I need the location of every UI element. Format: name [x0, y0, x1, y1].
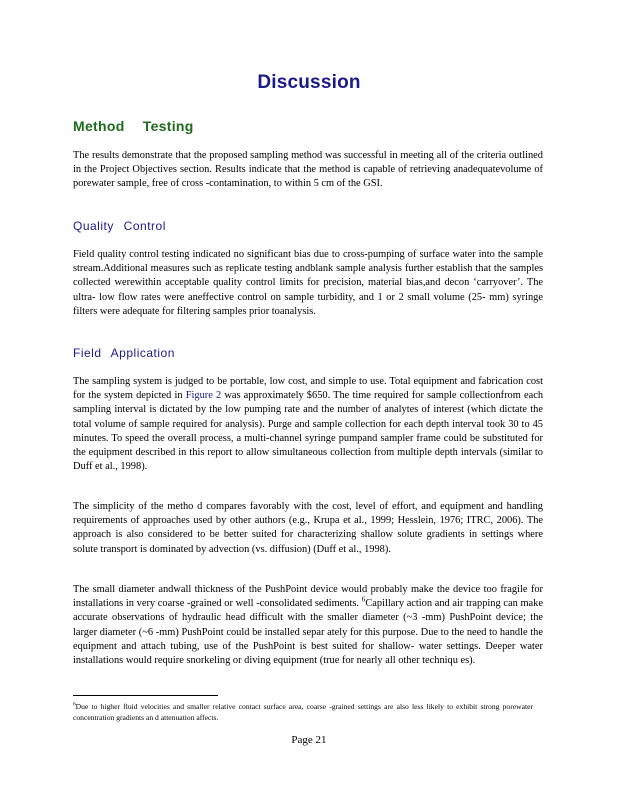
- page-number: Page 21: [291, 734, 327, 746]
- section-heading-method-testing: Method Testing: [73, 118, 194, 134]
- paragraph-quality-control: Field quality control testing indicated no significant bias due to cross-pumping of surface water into the sample stream.Additional measures such as replicate testing andblank sample analysis further establish that the samples collected werewithin acceptable quality control limits for precision, material bias,and decon ‘carryover’. The ultra- low flow rates were aneffective control on sample turbidity, and 1 or 2 small volume (25- mm) syringe filters were adequate for filtering samples prior toanalysis.: [73, 249, 543, 317]
- paragraph-text: The small diameter andwall thickness of the PushPoint device would probably make the device too fragile for installations in very coarse -grained or well -consolidated sediments.: [73, 584, 543, 610]
- paragraph-field-application-1: [73, 375, 543, 474]
- figure-2-link[interactable]: Figure 2: [185, 390, 222, 402]
- paragraph-text: The sampling system is judged to be portable, low cost, and simple to use. Total equipment and fabrication cost for the system depicted in: [73, 376, 543, 402]
- paragraph-field-application-2: The simplicity of the metho d compares favorably with the cost, level of effort, and equipment and handling requirements of approaches used by other authors (e.g., Krupa et al., 1999; Hesslein, 1976; ITRC, 2006). The approach is also considered to be better suited for characterizing shallow solute gradients in settings where solute transport is dominated by advection (vs. diffusion) (Duff et al., 1998).: [73, 501, 543, 555]
- page-title: Discussion: [257, 72, 361, 93]
- footnote-marker: 6: [73, 701, 76, 708]
- paragraph-method-testing: The results demonstrate that the proposed sampling method was successful in meeting all of the criteria outlined in the Project Objectives section. Results indicate that the method is capable of retrieving anadequatevolume of porewater sample, free of cross -contamination, to within 5 cm of the GSI.: [73, 150, 543, 190]
- footnote-text: Due to higher fluid velocities and smaller relative contact surface area, coarse -grained settings are also less likely to exhibit strong porewater concentration gradients an d attenuation affects.: [73, 702, 533, 722]
- footnote-reference: 6: [361, 595, 366, 604]
- footnote: [73, 701, 533, 723]
- subheading-quality-control: Quality Control: [73, 219, 166, 233]
- paragraph-field-application-3: [73, 583, 543, 668]
- paragraph-text: was approximately $650. The time required for sample collectionfrom each sampling interval is dictated by the low pumping rate and the number of analytes of interest (which dictate the total volume of sample required for analysis). Purge and sample collection for each depth interval took 30 to 45 minutes. To speed the overall process, a multi-channel syringe pumpand sampler frame could be substituted for the equipment described in this report to allow simultaneous collection from multiple depth intervals (similar to Duff et al., 1998).: [73, 390, 544, 473]
- footnote-divider: [73, 695, 218, 696]
- subheading-field-application: Field Application: [73, 346, 175, 360]
- paragraph-text: Capillary action and air trapping can make accurate observations of hydraulic head difficult with the smaller diameter (~3 -mm) PushPoint device; the larger diameter (~6 -mm) PushPoint could be installed separ ately for this purpose. Due to the need to handle the equipment and attach tubing, use of the PushPoint is best suited for shallow- water settings. Deeper water installations would require snorkeling or diving equipment (true for nearly all other techniqu es).: [73, 598, 543, 667]
